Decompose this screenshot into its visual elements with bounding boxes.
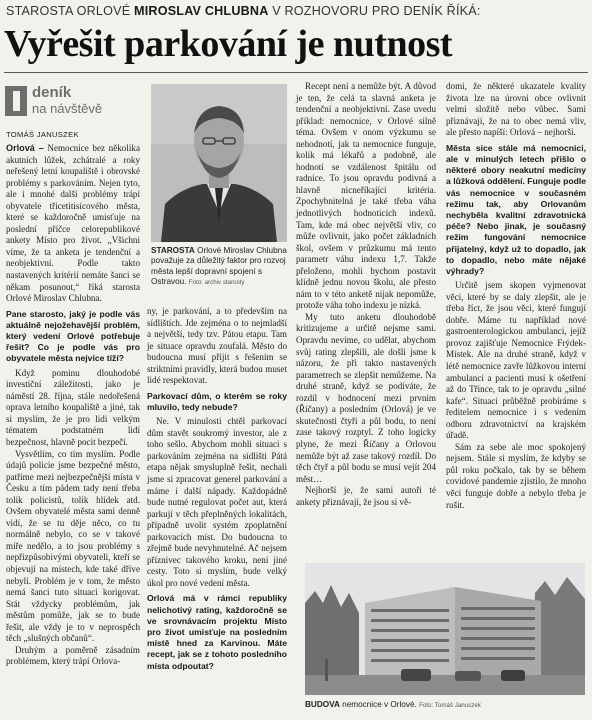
paragraph: Druhým a poměrně zásadním problémem, který trápí Orlova- <box>6 644 140 667</box>
caption-lead: STAROSTA <box>151 246 195 255</box>
caption-text: nemocnice v Orlové. <box>342 700 417 709</box>
article-column-1 <box>6 143 140 668</box>
paragraph: Vysvětlím, co tím myslím. Podle údajů policie jsme bezpečné město, patříme mezi nejbezpečnější místa v Česku a tím pádem tady není třeba tolik policistů, tolik hlídek atd. Ovšem obyvatelé města sami denně vidí, že se tu děje něco, co tu normálně nebylo, co se v takové míře nedělo, a to jsou problémy s nepřizpůsobivými obyvateli, kteří se objevují na místech, kde také dříve nebyli. Problém je v tom, že město nemá šanci tuto situaci korigovat. Stát vždycky problémům, jak městům pomůže, jak se to bude řešit, ale vždy je to v neprospěch těch „slušných občanů“. <box>6 448 140 644</box>
lead-text: Nemocnice bez několika akutních lůžek, zchátralé a roky neřešený letní koupaliště i obrovské problémy s parkováním. Nejen tyto, ale i mnohé další problémy trápí obyvatele třicetitisícového města, které se každoročně umisťuje na poslední příčce celorepublikové ankety Místo pro život. „Všichni víme, že ta anketa je tendenční a neobjektivní. Podle takto nastavených kritérií nemáte šanci se někam posunout,“ říká starosta Orlové Miroslav Chlubna. <box>6 143 140 304</box>
author-byline: TOMÁŠ JANUSZEK <box>6 130 79 139</box>
paragraph: Určitě jsem skopen vyjmenovat věci, které by se daly zlepšit, ale je třeba říct, že jsou věci, které fungují dobře. Máme tu například nové gastroenterologickou ambulanci, jejíž provoz zajišťuje Nemocnice Frýdek-Místek. Ale na druhé straně, když v létě nemocnice zavře lůžkovou interní ambulanci a pacienti musí k ošetření až do Třince, tak to je opravdu „silné kafe“. Situaci průběžně probíráme s ředitelem nemocnice i s vedením odboru zdravotnictví na krajském úřadě. <box>446 280 586 441</box>
portrait-photo <box>151 84 287 242</box>
paragraph: Nejhorší je, že sami autoři té ankety přiznávají, že jsou si vě- <box>296 485 436 507</box>
question: Parkovací dům, o kterém se roky mluvilo, tedy nebude? <box>147 390 287 413</box>
photo-credit: Foto: Tomáš Januszek <box>419 702 481 709</box>
dateline: Orlová – <box>6 143 44 153</box>
question: Pane starosto, jaký je podle vás aktuálně nejožehavější problém, který vedení Orlové potřebuje řešit? Co je podle vás pro obyvatele města nejvíce tíží? <box>6 308 140 364</box>
headline: Vyřešit parkování je nutnost <box>4 23 453 65</box>
caption-text: Orlové Miroslav Chlubna považuje za důležitý faktor pro rozvoj města lepší dopravní spojení s Ostravou. <box>151 246 287 287</box>
paragraph: Recept není a nemůže být. A důvod je ten, že celá ta slavná anketa je tendenční a neobjektivní. Zase uvedu příklad: nemocnice, v Orlové silně téma. Ovšem v onom výzkumu se nehodnotí, jak ta nemocnice funguje, kolik má lékařů a podobně, ale hodnotí se vzdálenost špitálu od radnice. To jsou opravdu podivná a hlavně nicneříkající kritéria. Zpochybnitelná je také třeba váha jednotlivých hodnoticích indexů. Tam, kde má obec největší vliv, co může ovlivnit, jako počet základních škol, ovšem v průzkumu má tento parametr váhu indexu 1,7. Takže přeloženo, mohli bychom postavit klidně jednu novou školu, ale přesto nám to v této anketě nijak nepomůže, protože váha toho indexu je nízká. <box>296 81 436 311</box>
header-rule <box>4 72 588 73</box>
hospital-image <box>305 563 585 695</box>
question: Orlová má v rámci republiky nelichotivý rating, každoročně se ve srovnávacím projektu Místo pro život umisťuje na posledním místě hned za Karvinou. Máte recept, jak se z tohoto posledního místa odpoutat? <box>147 593 287 671</box>
paragraph: Když pominu dlouhodobé investiční záležitosti, jako je náměstí 28. října, stále nedořešená oprava letního koupaliště a jiné, tak si myslím, že je pro lidi velkým tématem podstatném lidí bezpečnost, hlavně pocit bezpečí. <box>6 367 140 447</box>
question: Města sice stále má nemocnici, ale v minulých letech přišlo o některé obory neakutní medicíny a lůžková oddělení. Funguje podle vás nemocnice v současném režimu tak, aby Orlovanům nechyběla kvalitní zdravotnická péče? Nebo jinak, je současný režim fungování nemocnice přijatelný, když už to dopadlo, jak to dopadlo, nebo máte nějaké výhrady? <box>446 142 586 276</box>
paragraph: Sám za sebe ale moc spokojený nejsem. Stále si myslím, že kdyby se půl roku počkalo, tak by se během covidové pandemie zjistilo, že mnoho věcí funguje dobře a nebylo třeba je rušit. <box>446 441 586 510</box>
portrait-caption <box>151 246 291 289</box>
kicker-pre: STAROSTA ORLOVÉ <box>6 4 131 18</box>
hospital-photo <box>305 563 585 695</box>
article-column-3 <box>296 81 436 508</box>
denik-logo-icon <box>5 86 27 116</box>
photo-credit: Foto: archiv starosty <box>188 279 245 287</box>
logo-sub: na návštěvě <box>32 101 103 116</box>
paragraph: My tuto anketu dlouhodobě kritizujeme a určitě nejsme sami. Opravdu nevíme, co udělat, abychom svůj rating zlepšili, ale došli jsme k názoru, že při takto nastavených parametrech se zlepšit nemůžeme. Na druhé straně, když se podíváte, že rozdíl v hodnocení mezi prvním (Říčany) a posledním (Orlová) je ve skutečnosti čtyři a půl bodu, to není zase takový rozptyl. Z toho logicky plyne, že mezi Říčany a Orlovou nemůže být až zase takový rozdíl. Do těch čtyř a půl bodu se musí vejít 204 měst… <box>296 311 436 484</box>
kicker-post: V ROZHOVORU PRO DENÍK ŘÍKÁ: <box>272 4 481 18</box>
kicker <box>6 4 586 18</box>
paragraph <box>6 143 140 305</box>
denik-logo <box>5 84 113 124</box>
paragraph: Ne. V minulosti chtěl parkovací dům stavět soukromý investor, ale z toho sešlo. Abychom mohli situaci s parkováním zejména na sídlišti Pátá etapa nějak smysluplně řešit, nechali jsme si zpracovat generel parkování a máme i další nápady. Každopádně bude nutné regulovat počet aut, která parkují v těch přeplněných lokalitách, případně uvolit systém zpoplatnění parkovacích míst. Do budoucna to zřejmě bude nevyhnutelné. Ač nejsem příznivec takového kroku, není jiné cesty. Toto si myslím, bude velký úkol pro nové vedení města. <box>147 416 287 588</box>
caption-lead: BUDOVA <box>305 700 340 709</box>
article-column-4 <box>446 81 586 511</box>
paragraph: domi, že některé ukazatele kvality života lze na úrovni obce ovlivnit velmi složitě nebo vůbec. Sami přiznávají, že na to obec nemá vliv, ale přesto napíší: Orlová – nejhorší. <box>446 81 586 138</box>
article-column-2 <box>147 306 287 675</box>
paragraph: ny, je parkování, a to především na sídlištích. Jde zejména o to nejmladší a největší, tedy tzv. Pátou etapu. Tam je situace opravdu zoufalá. Město do budoucna musí přijít s řešením se striktními pravidly, která budou muset lidé respektovat. <box>147 306 287 386</box>
kicker-name: MIROSLAV CHLUBNA <box>134 4 269 18</box>
portrait-image <box>151 84 287 242</box>
logo-name: deník <box>32 84 72 101</box>
hospital-caption <box>305 700 589 711</box>
